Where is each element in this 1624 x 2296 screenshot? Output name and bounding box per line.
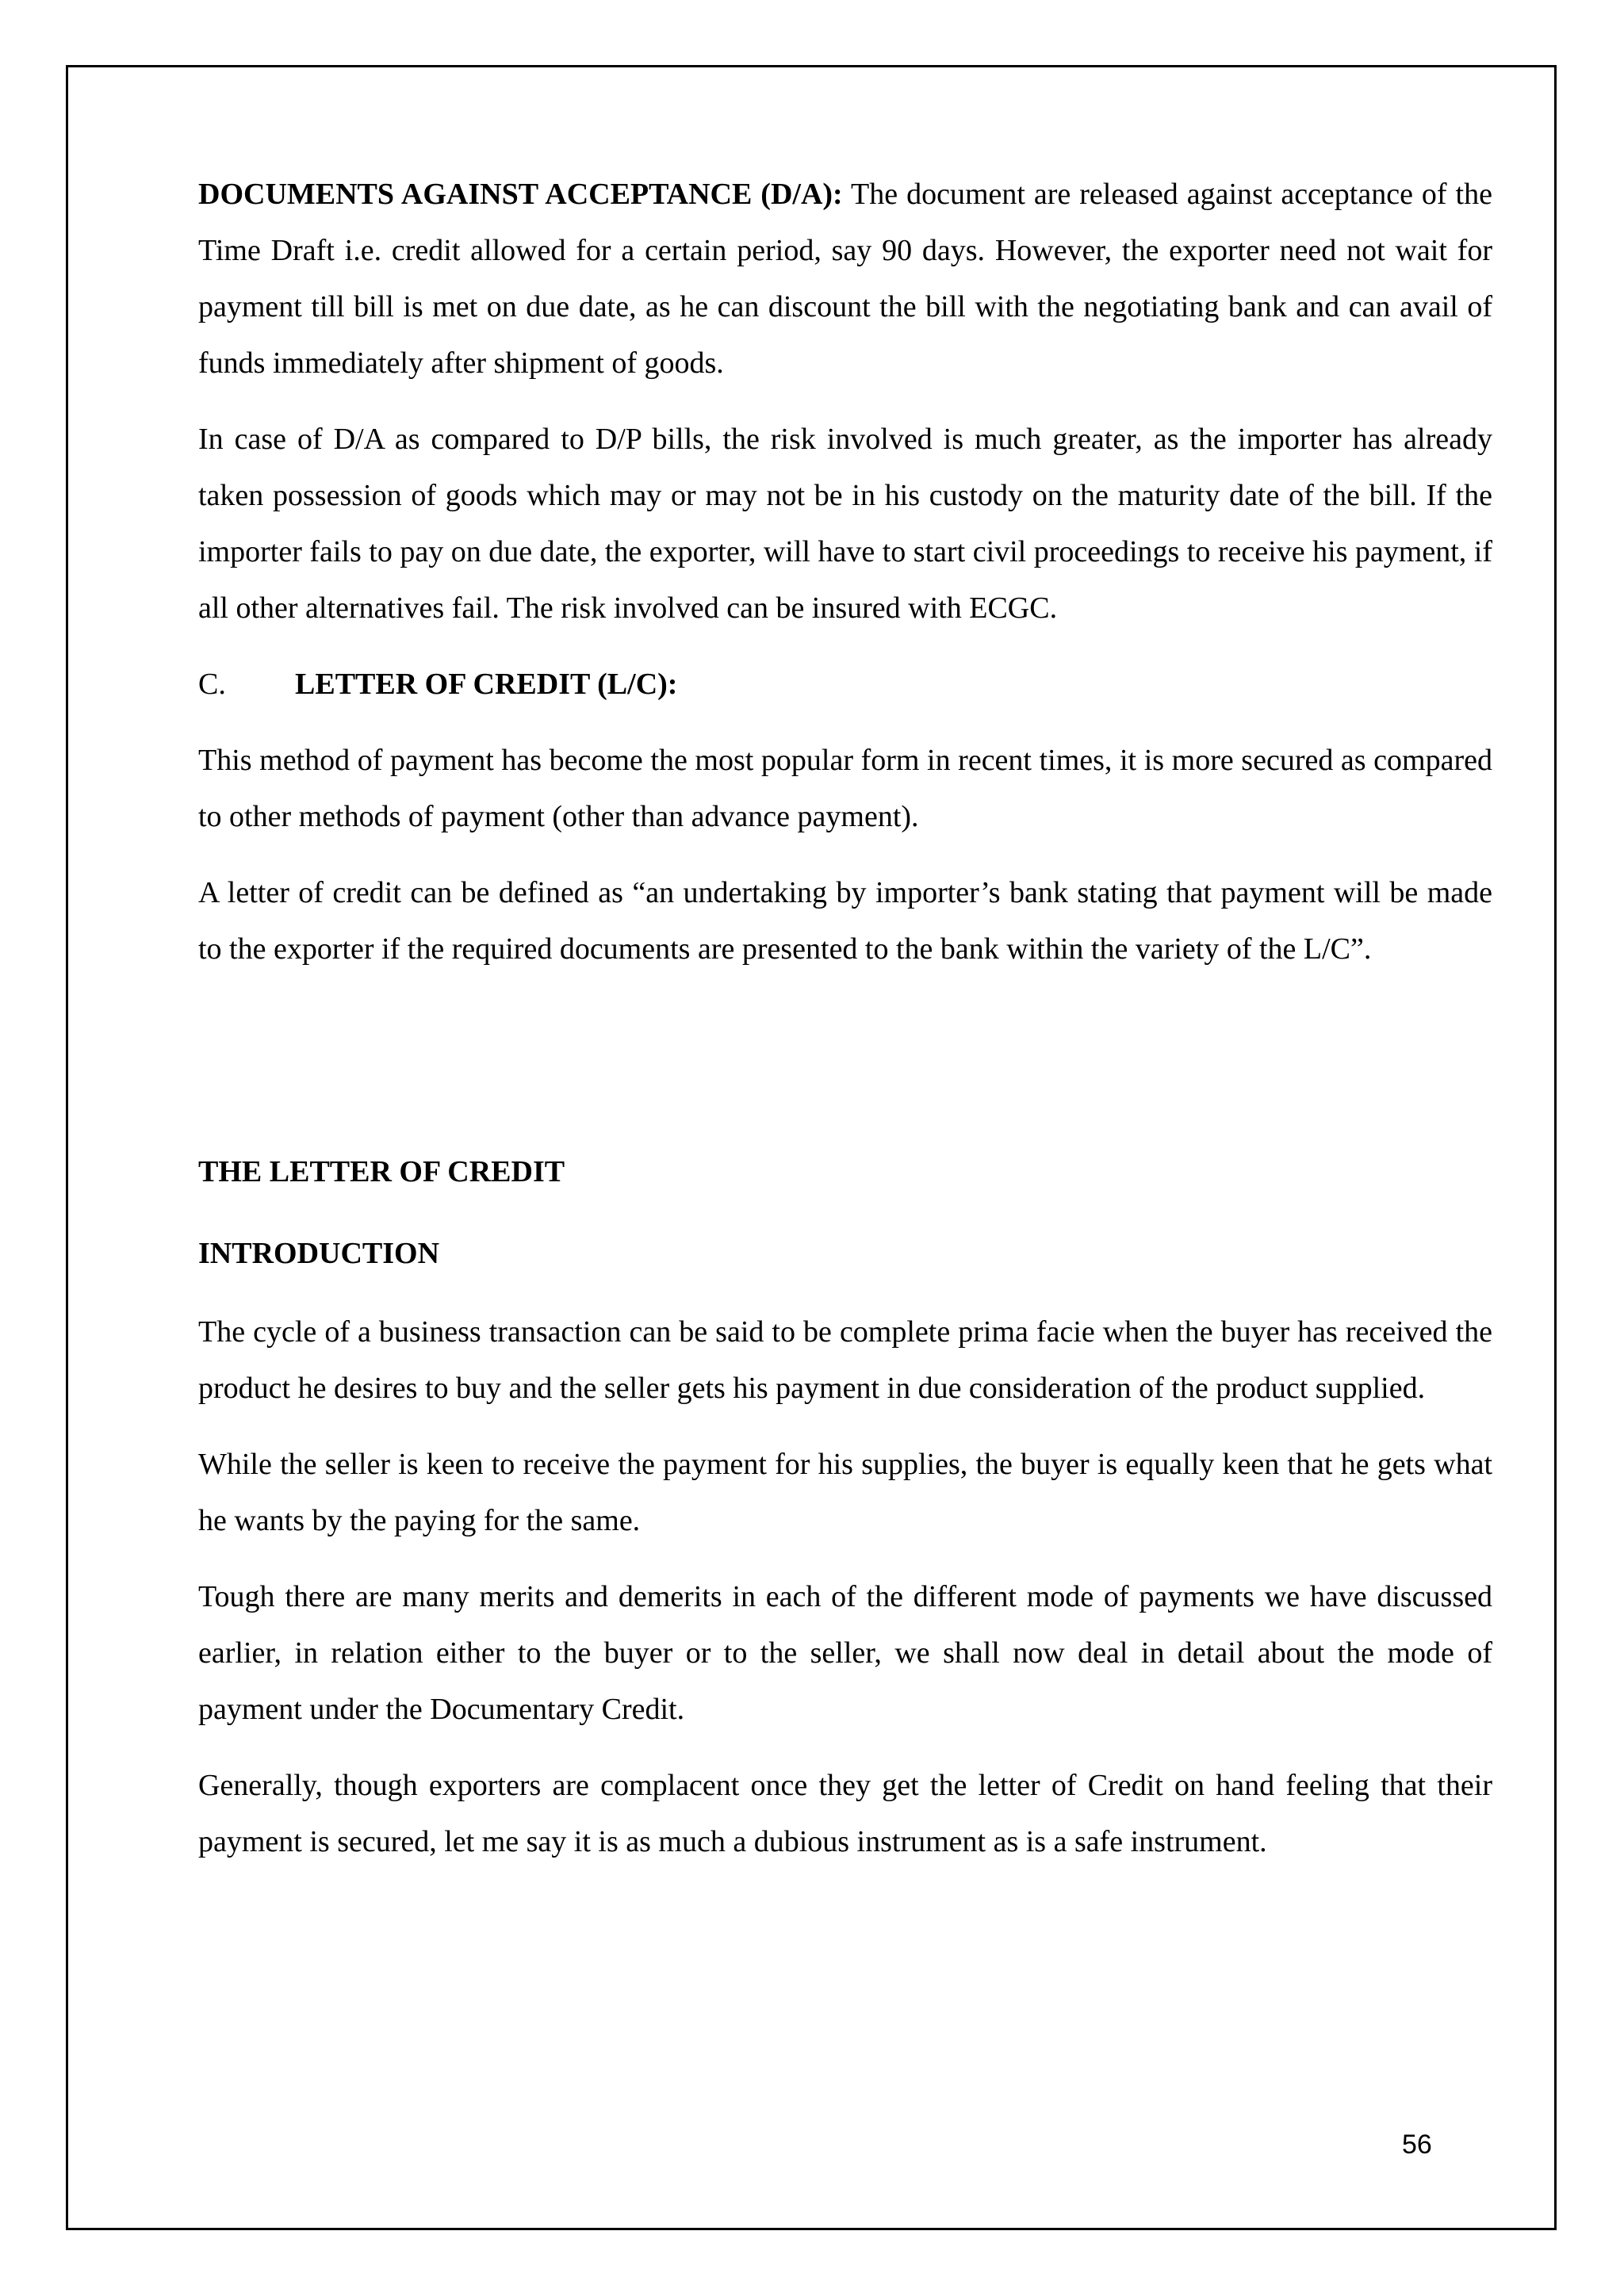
intro-paragraph-1: The cycle of a business transaction can be said to be complete prima facie when the buyer has received the product he desires to buy and the seller gets his payment in due consideration of the product supplied.: [198, 1315, 1492, 1405]
da-text: The document are released against acceptance of the Time Draft i.e. credit allowed for a certain period, say 90 days. However, the exporter need not wait for payment till bill is met on due date, as he can discount the bill with the negotiating bank and can avail of funds immediately after shipment of goods.: [198, 178, 1492, 380]
da-title: DOCUMENTS AGAINST ACCEPTANCE (D/A):: [198, 178, 843, 211]
letter-of-credit-heading: THE LETTER OF CREDIT: [198, 1155, 565, 1188]
da-paragraph: [198, 166, 1492, 392]
intro-paragraph-2: While the seller is keen to receive the payment for his supplies, the buyer is equally keen that he gets what he wants by the paying for the same.: [198, 1448, 1492, 1537]
lc-paragraph-1: This method of payment has become the most popular form in recent times, it is more secured as compared to other methods of payment (other than advance payment).: [198, 744, 1492, 833]
intro-paragraph-3: Tough there are many merits and demerits in each of the different mode of payments we have discussed earlier, in relation either to the buyer or to the seller, we shall now deal in detail about the mode of payment under the Documentary Credit.: [198, 1580, 1492, 1726]
lc-section-heading: [198, 656, 1492, 713]
lc-section-letter: C.: [198, 668, 226, 701]
da-risk-paragraph: In case of D/A as compared to D/P bills, the risk involved is much greater, as the importer has already taken possession of goods which may or may not be in his custody on the maturity date of the bill. If the importer fails to pay on due date, the exporter, will have to start civil proceedings to receive his payment, if all other alternatives fail. The risk involved can be insured with ECGC.: [198, 423, 1492, 625]
introduction-heading: INTRODUCTION: [198, 1237, 440, 1270]
lc-paragraph-2: A letter of credit can be defined as “an undertaking by importer’s bank stating that payment will be made to the exporter if the required documents are presented to the bank within the variety of the L/C”.: [198, 876, 1492, 966]
page-number: 56: [1402, 2130, 1432, 2160]
lc-section-title: LETTER OF CREDIT (L/C):: [295, 668, 678, 701]
page-content: [198, 166, 1492, 1890]
intro-paragraph-4: Generally, though exporters are complacent once they get the letter of Credit on hand feeling that their payment is secured, let me say it is as much a dubious instrument as is a safe instrument.: [198, 1769, 1492, 1858]
vertical-spacer: [198, 997, 1492, 1144]
